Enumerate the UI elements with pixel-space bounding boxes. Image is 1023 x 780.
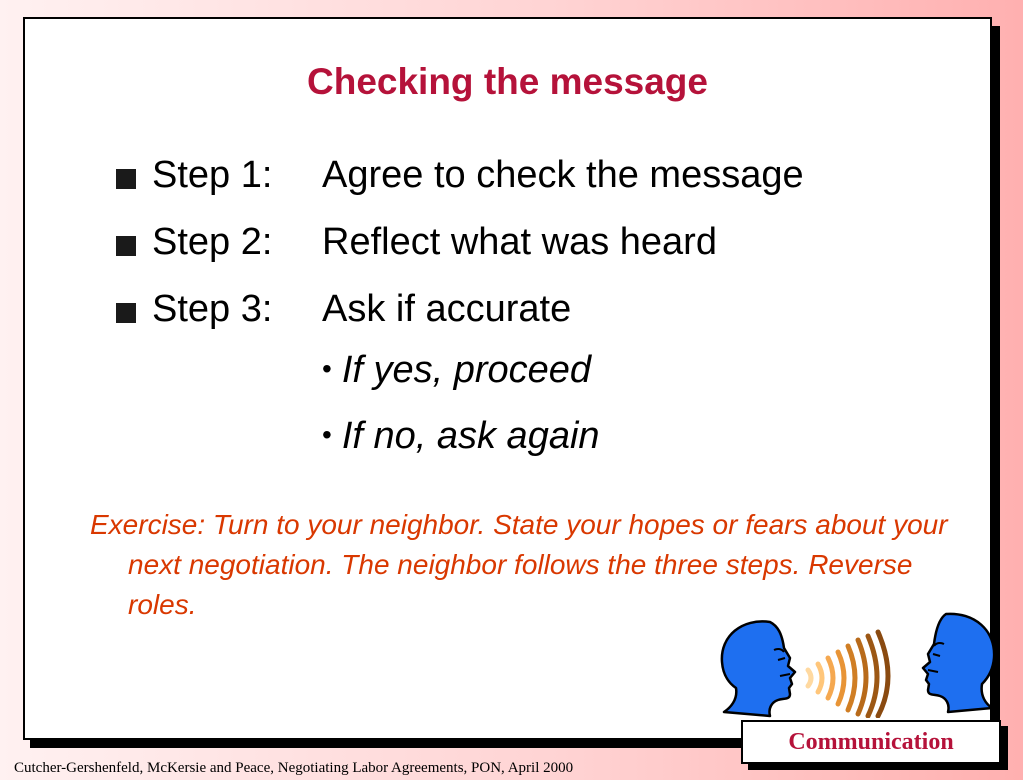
speaker-head-icon <box>722 621 795 716</box>
exercise-text: Exercise: Turn to your neighbor. State your hopes or fears about your next negotiation. The neighbor follows the three steps. Reverse roles. <box>90 509 948 620</box>
dot-bullet-icon: • <box>322 419 332 450</box>
square-bullet-icon <box>116 236 136 256</box>
step-text: Agree to check the message <box>322 154 804 196</box>
slide-title: Checking the message <box>307 61 708 102</box>
sub-bullet-text: If yes, proceed <box>341 349 592 391</box>
sub-bullet-text: If no, ask again <box>341 415 600 457</box>
square-bullet-icon <box>116 169 136 189</box>
sub-bullet-item <box>322 349 600 415</box>
sub-bullets-list <box>322 349 600 481</box>
step-label: Step 3: <box>152 288 273 330</box>
section-tag: Communication <box>741 720 1001 764</box>
listener-head-icon <box>923 614 994 712</box>
step-text: Reflect what was heard <box>322 221 717 263</box>
footer-citation: Cutcher-Gershenfeld, McKersie and Peace, Negotiating Labor Agreements, PON, April 2000 <box>14 760 574 776</box>
sound-wave-arcs-icon <box>808 632 888 716</box>
sub-bullet-item <box>322 415 600 481</box>
square-bullet-icon <box>116 303 136 323</box>
dot-bullet-icon: • <box>322 353 332 384</box>
step-label: Step 2: <box>152 221 273 263</box>
communication-illustration <box>712 608 1002 718</box>
step-label: Step 1: <box>152 154 273 196</box>
step-text: Ask if accurate <box>322 288 572 330</box>
